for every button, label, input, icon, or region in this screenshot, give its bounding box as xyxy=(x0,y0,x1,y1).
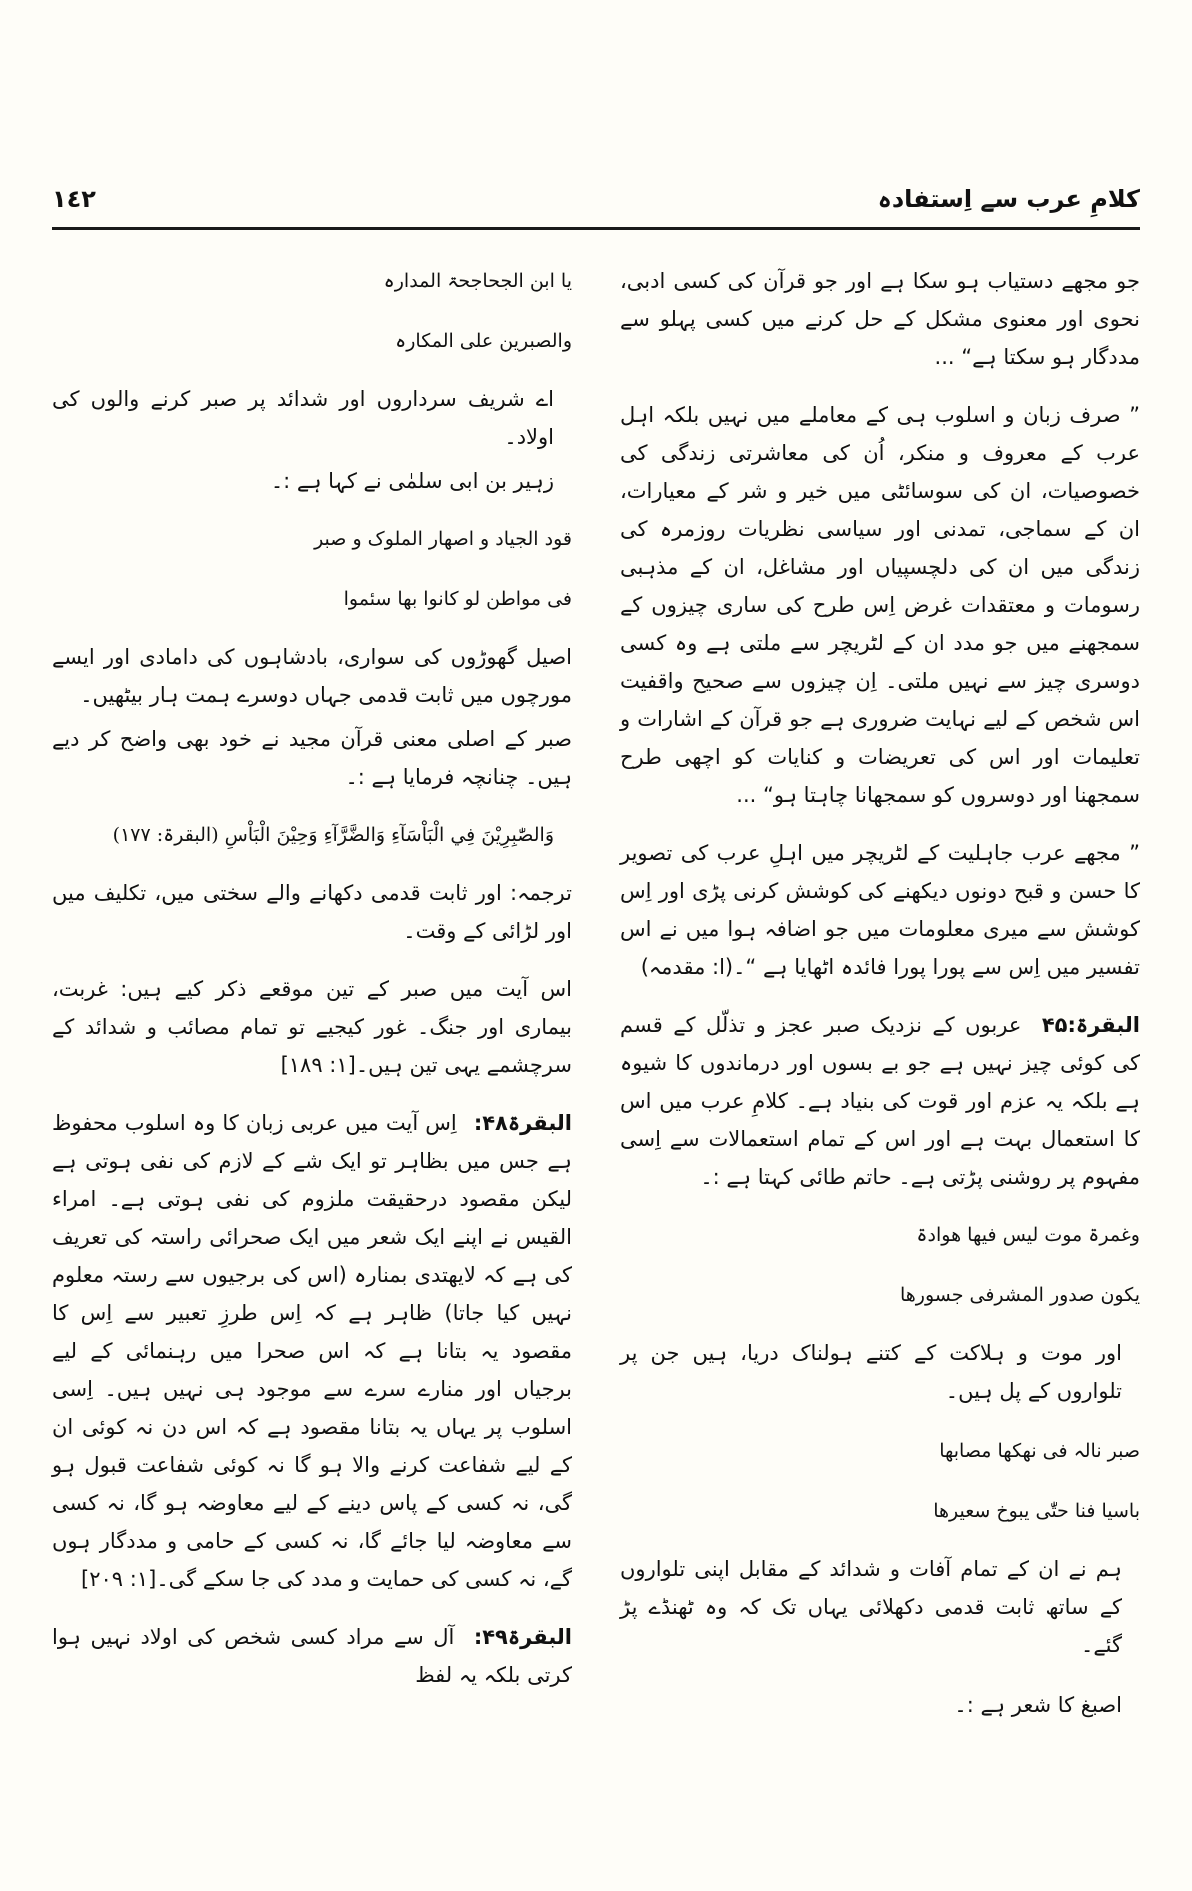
paragraph: صبر کے اصلی معنی قرآن مجید نے خود بھی واضح کر دیے ہیں۔ چنانچہ فرمایا ہے :۔ xyxy=(52,727,572,789)
verse-translation: ترجمہ: اور ثابت قدمی دکھانے والے سختی میں، تکلیف میں اور لڑائی کے وقت۔ xyxy=(52,881,572,943)
arabic-couplet xyxy=(52,520,572,618)
verse-translation: ہم نے ان کے تمام آفات و شدائد کے مقابل اپنی تلواروں کے ساتھ ثابت قدمی دکھلائی یہاں تک کہ وہ ٹھنڈے پڑ گئے۔ xyxy=(620,1557,1122,1657)
running-header xyxy=(52,182,1140,222)
verse-translation: اصیل گھوڑوں کی سواری، بادشاہوں کی دامادی اور ایسے مورچوں میں ثابت قدمی جہاں دوسرے ہمت ہار بیٹھیں۔ xyxy=(52,645,572,707)
paragraph-text: عربوں کے نزدیک صبر عجز و تذلّل کے قسم کی کوئی چیز نہیں ہے جو بے بسوں اور درماندوں کا شیوہ ہے بلکہ یہ عزم اور قوت کی بنیاد ہے۔ کلامِ عرب میں اس کا استعمال بہت ہے اور اس کے تمام استعمالات سے اِسی مفہوم پر روشنی پڑتی ہے۔ حاتم طائی کہتا ہے :۔ xyxy=(620,1013,1140,1189)
paragraph-text: اِس آیت میں عربی زبان کا وہ اسلوب محفوظ ہے جس میں بظاہر تو ایک شے کے لازم کی نفی ہوتی ہے لیکن مقصود درحقیقت ملزوم کی نفی ہوتی ہے۔ امراء القیس نے اپنے ایک شعر میں ایک صحرائی راستہ کی تعریف کی ہے کہ لایھتدی بمنارہ (اس کی برجیوں سے رستہ معلوم نہیں کیا جاتا) ظاہر ہے کہ اِس طرزِ تعبیر سے اِس کا مقصود یہ بتانا ہے کہ اس صحرا میں رہنمائی کے لیے برجیاں اور منارے سرے سے موجود ہی نہیں ہیں۔ اِسی اسلوب پر یہاں یہ بتانا مقصود ہے کہ اس دن نہ کوئی ان کے لیے شفاعت کرنے والا ہو گا نہ کوئی شفاعت قبول ہو گی، نہ کسی کے پاس دینے کے لیے معاوضہ ہو گا، نہ کسی سے معاوضہ لیا جائے گا، نہ کسی کے حامی و مددگار ہوں گے، نہ کسی کی حمایت و مدد کی جا سکے گی۔[۱: ۲۰۹] xyxy=(52,1111,572,1591)
verse-reference-label: البقرۃ xyxy=(507,1625,572,1649)
verse-line: باسیا فنا حتّٰی یبوخ سعیرھا xyxy=(933,1500,1140,1522)
page-number: ١٤٢ xyxy=(52,185,96,213)
commentary-paragraph xyxy=(620,1006,1140,1196)
arabic-couplet xyxy=(620,1216,1140,1314)
verse-reference-number: ۴۸: xyxy=(473,1111,508,1135)
paragraph-text: آل سے مراد کسی شخص کی اولاد نہیں ہوا کرتی بلکہ یہ لفظ xyxy=(52,1625,572,1687)
verse-line: قود الجیاد و اصھار الملوک و صبر xyxy=(314,528,572,550)
verse-line: فی مواطن لو کانوا بھا سئموا xyxy=(343,588,572,610)
verse-reference-number: ۴۵ xyxy=(1041,1013,1068,1037)
verse-reference-number: ۴۹: xyxy=(473,1625,508,1649)
arabic-couplet xyxy=(52,262,572,360)
paragraph: جو مجھے دستیاب ہو سکا ہے اور جو قرآن کی کسی ادبی، نحوی اور معنوی مشکل کے حل کرنے میں کسی پہلو سے مددگار ہو سکتا ہے“ ... xyxy=(620,269,1140,369)
verse-translation: اے شریف سرداروں اور شدائد پر صبر کرنے والوں کی اولاد۔ xyxy=(52,387,554,449)
commentary-paragraph xyxy=(52,1104,572,1598)
quote-paragraph: ” صرف زبان و اسلوب ہی کے معاملے میں نہیں بلکہ اہل عرب کے معروف و منکر، اُن کی معاشرتی زندگی کی خصوصیات، ان کی سوسائٹی میں خیر و شر کے معیارات، ان کے سماجی، تمدنی اور سیاسی نظریات روزمرہ کی زندگی میں ان کی دلچسپیاں اور مشاغل، ان کے مذہبی رسومات و معتقدات غرض اِس طرح کی ساری چیزوں کے سمجھنے میں جو مدد ان کے لٹریچر سے ملتی ہے وہ کسی دوسری چیز سے نہیں ملتی۔ اِن چیزوں سے صحیح واقفیت اس شخص کے لیے نہایت ضروری ہے جو قرآن کے اشارات و تعلیمات اور اس کی تعریضات و کنایات کو اچھی طرح سمجھنا اور دوسروں کو سمجھانا چاہتا ہو“ ... xyxy=(620,403,1140,807)
paragraph: اصبغ کا شعر ہے :۔ xyxy=(954,1693,1122,1717)
verse-line: یا ابن الجحاجحۃ المدارہ xyxy=(383,270,572,292)
arabic-couplet xyxy=(620,1432,1140,1530)
verse-line: صبر نالہ فی نھکھا مصابھا xyxy=(939,1440,1140,1462)
verse-reference-label: البقرۃ xyxy=(507,1111,572,1135)
verse-line: یکون صدور المشرفی جسورھا xyxy=(899,1284,1140,1306)
header-divider xyxy=(52,227,1140,230)
right-column xyxy=(620,262,1140,1744)
paragraph: زہیر بن ابی سلمٰی نے کہا ہے :۔ xyxy=(270,469,554,493)
quran-verse: وَالصّٰبِرِيْنَ فِي الْبَاْسَآءِ وَالضَّرَّآءِ وَحِيْنَ الْبَاْسِ (البقرۃ: ۱۷۷) xyxy=(112,824,554,846)
verse-translation: اور موت و ہلاکت کے کتنے ہولناک دریا، ہیں جن پر تلواروں کے پل ہیں۔ xyxy=(620,1341,1122,1403)
chapter-title: کلامِ عرب سے اِستفادہ xyxy=(877,185,1140,213)
paragraph: اس آیت میں صبر کے تین موقعے ذکر کیے ہیں: غربت، بیماری اور جنگ۔ غور کیجیے تو تمام مصائب و شدائد کے سرچشمے یہی تین ہیں۔[۱: ۱۸۹] xyxy=(52,977,572,1077)
left-column xyxy=(52,262,572,1714)
quote-paragraph: ” مجھے عرب جاہلیت کے لٹریچر میں اہلِ عرب کی تصویر کا حسن و قبح دونوں دیکھنے کی کوشش کرنی پڑی اور اِس کوشش سے میری معلومات میں جو اضافہ ہوا میں نے اس تفسیر میں اِس سے پورا پورا فائدہ اٹھایا ہے “۔(ا: مقدمہ) xyxy=(620,841,1140,979)
verse-reference-label: البقرۃ: xyxy=(1067,1013,1140,1037)
commentary-paragraph xyxy=(52,1618,572,1694)
verse-line: وغمرۃ موت لیس فیھا ھوادۃ xyxy=(916,1224,1140,1246)
verse-line: والصبرین علی المکارہ xyxy=(395,330,572,352)
